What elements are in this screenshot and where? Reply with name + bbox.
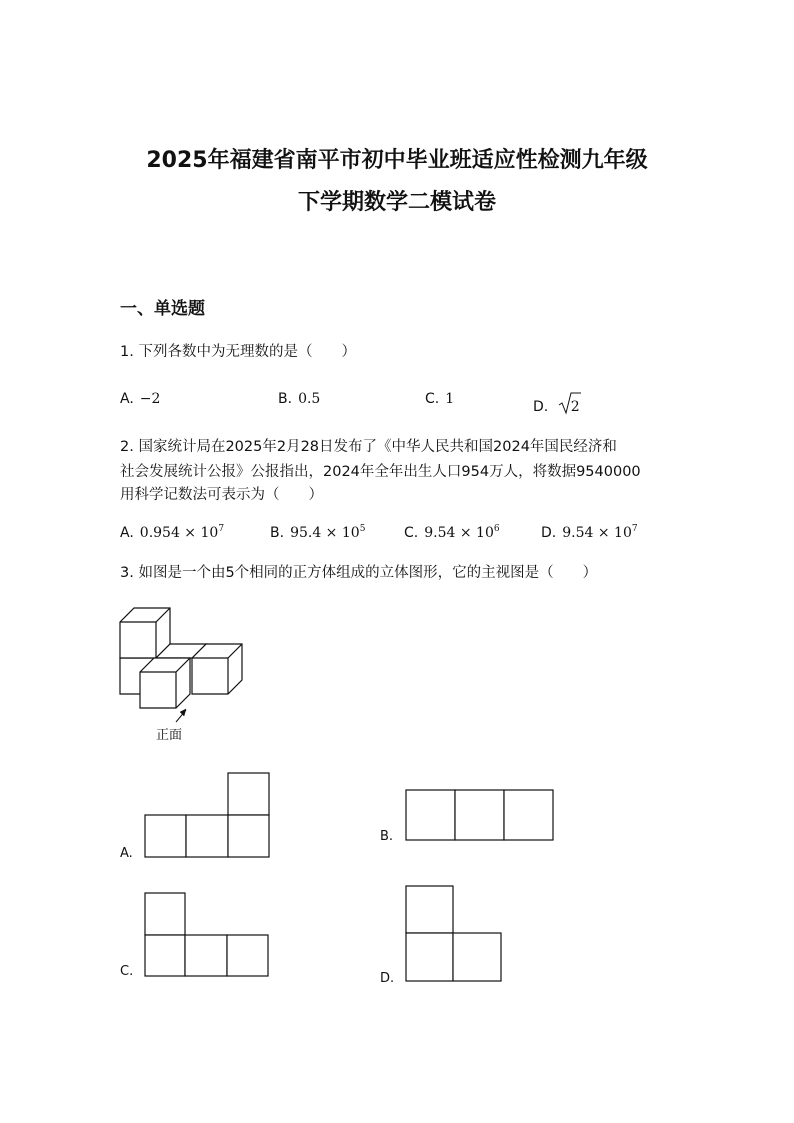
q1-option-d <box>533 393 580 415</box>
option-key: C. <box>404 525 419 541</box>
square <box>228 815 269 857</box>
q3-option-c-figure <box>144 892 272 980</box>
square <box>228 773 269 815</box>
option-mantissa: 0.954 × 10 <box>139 525 219 541</box>
square <box>185 935 227 976</box>
option-key: D. <box>533 399 549 415</box>
q1-option-b <box>278 391 320 407</box>
square <box>406 933 453 981</box>
square <box>145 935 185 976</box>
option-exponent: 7 <box>631 524 638 534</box>
document-title-line-1: 2025年福建省南平市初中毕业班适应性检测九年级 <box>146 148 648 173</box>
option-value: 0.5 <box>298 391 321 407</box>
option-key: B. <box>278 391 293 407</box>
option-mantissa: 9.54 × 10 <box>562 525 632 541</box>
option-exponent: 6 <box>493 524 500 534</box>
q3-option-b-figure <box>405 789 557 843</box>
square <box>406 790 455 840</box>
square <box>504 790 553 840</box>
square <box>453 933 501 981</box>
option-key: D. <box>541 525 557 541</box>
q3-option-d-key: D. <box>380 971 395 986</box>
front-view-label: 正面 <box>156 728 183 743</box>
q3-option-b-key: B. <box>380 829 394 844</box>
option-value: −2 <box>139 391 161 407</box>
option-mantissa: 9.54 × 10 <box>424 525 494 541</box>
q3-option-c-key: C. <box>120 964 134 979</box>
square <box>145 815 186 857</box>
option-key: A. <box>120 525 134 541</box>
q2-option-d <box>541 524 638 541</box>
arrow-icon <box>180 709 186 716</box>
document-title-line-2: 下学期数学二模试卷 <box>297 190 496 215</box>
question-3-stem: 3. 如图是一个由5个相同的正方体组成的立体图形，它的主视图是（ ） <box>120 565 598 581</box>
option-exponent: 7 <box>218 524 225 534</box>
option-mantissa: 95.4 × 10 <box>290 525 360 541</box>
square <box>186 815 228 857</box>
square <box>227 935 268 976</box>
question-2-stem-line-3: 用科学记数法可表示为（ ） <box>120 487 323 503</box>
q2-option-a <box>120 524 224 541</box>
question-2-stem-line-1: 2. 国家统计局在2025年2月28日发布了《中华人民共和国2024年国民经济和 <box>120 439 617 455</box>
square <box>455 790 504 840</box>
square <box>145 893 185 935</box>
option-exponent: 5 <box>359 524 366 534</box>
question-1-stem: 1. 下列各数中为无理数的是（ ） <box>120 344 356 360</box>
q1-option-a <box>120 391 160 407</box>
sqrt-icon <box>559 393 575 415</box>
q2-option-b <box>270 524 365 541</box>
q1-option-c <box>425 391 454 407</box>
option-key: B. <box>270 525 285 541</box>
option-value: 1 <box>445 391 455 407</box>
option-key: C. <box>425 391 440 407</box>
square <box>406 886 453 933</box>
option-value: 2 <box>570 399 580 415</box>
q3-option-a-figure <box>144 772 274 862</box>
option-key: A. <box>120 391 134 407</box>
q2-option-c <box>404 524 500 541</box>
section-heading: 一、单选题 <box>120 299 205 319</box>
question-2-stem-line-2: 社会发展统计公报》公报指出，2024年全年出生人口954万人，将数据9540000 <box>120 464 641 480</box>
q3-option-a-key: A. <box>120 846 133 861</box>
cube-stack-figure <box>118 606 258 736</box>
q3-option-d-figure <box>405 885 507 985</box>
